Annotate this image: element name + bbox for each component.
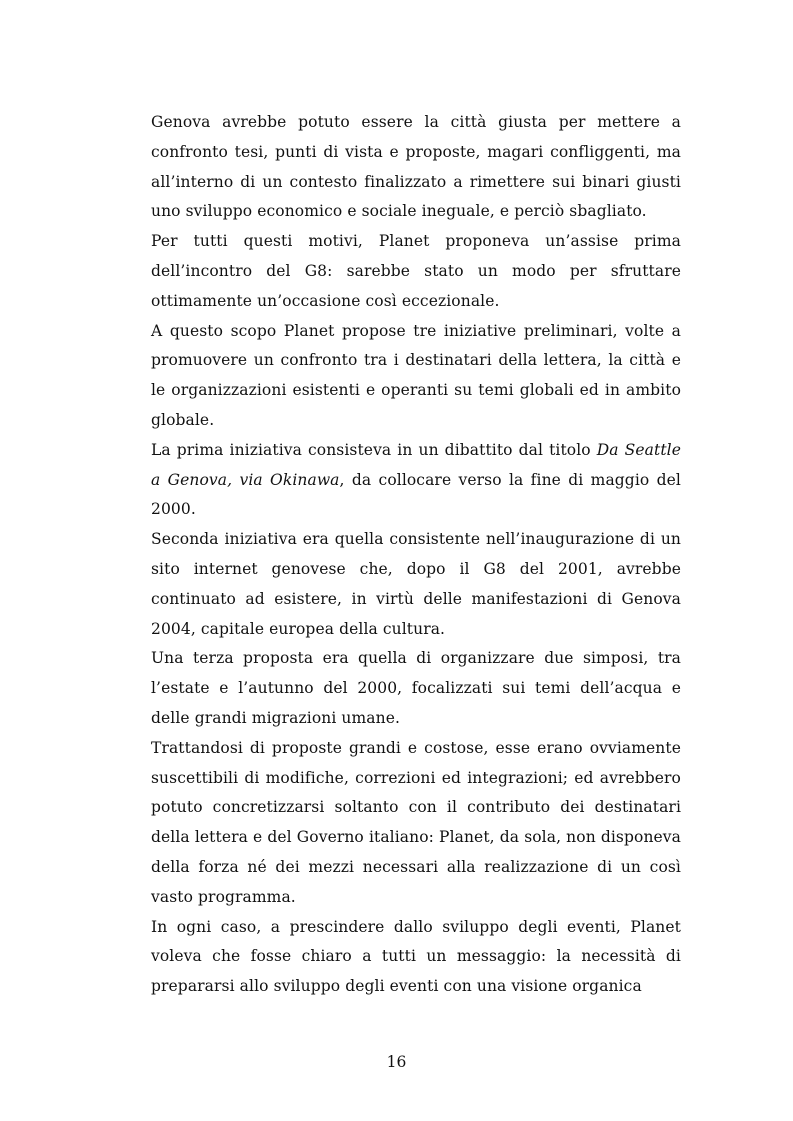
paragraph: [151, 913, 681, 1002]
page-number: 16: [386, 1053, 407, 1071]
paragraph: [151, 436, 681, 525]
paragraph-text: Trattandosi di proposte grandi e costose, esse erano ovviamente suscettibili di modifiche, correzioni ed integrazioni; ed avrebbero potuto concretizzarsi soltanto con il contributo dei destinatari della lettera e del Governo italiano: Planet, da sola, non disponeva della forza né dei mezzi necessari alla realizzazione di un così vasto programma.: [151, 738, 681, 906]
paragraph: [151, 108, 681, 227]
paragraph: [151, 644, 681, 733]
paragraph: [151, 525, 681, 644]
paragraph-text: Genova avrebbe potuto essere la città giusta per mettere a confronto tesi, punti di vista e proposte, magari confliggenti, ma all’interno di un contesto finalizzato a rimettere sui binari giusti uno sviluppo economico e sociale ineguale, e perciò sbagliato.: [151, 113, 681, 221]
paragraph-text: Seconda iniziativa era quella consistente nell’inaugurazione di un sito internet genovese che, dopo il G8 del 2001, avrebbe continuato ad esistere, in virtù delle manifestazioni di Genova 2004, capitale europea della cultura.: [151, 530, 681, 638]
paragraph: [151, 317, 681, 436]
paragraph: [151, 227, 681, 316]
italic-title: Da Seattle a Genova, via Okinawa: [151, 440, 681, 489]
body-text: [151, 108, 681, 1002]
paragraph-text: In ogni caso, a prescindere dallo sviluppo degli eventi, Planet voleva che fosse chiaro a tutti un messaggio: la necessità di prepararsi allo sviluppo degli eventi con una visione organica: [151, 917, 681, 996]
paragraph-text: La prima iniziativa consisteva in un dibattito dal titolo: [151, 440, 597, 459]
paragraph-text: Una terza proposta era quella di organizzare due simposi, tra l’estate e l’autunno del 2000, focalizzati sui temi dell’acqua e delle grandi migrazioni umane.: [151, 649, 681, 727]
paragraph-text: , da collocare verso la fine di maggio del 2000.: [151, 470, 681, 519]
paragraph: [151, 734, 681, 913]
paragraph-text: A questo scopo Planet propose tre iniziative preliminari, volte a promuovere un confronto tra i destinatari della lettera, la città e le organizzazioni esistenti e operanti su temi globali ed in ambito globale.: [151, 321, 681, 429]
paragraph-text: Per tutti questi motivi, Planet proponeva un’assise prima dell’incontro del G8: sarebbe stato un modo per sfruttare ottimamente un’occasione così eccezionale.: [151, 232, 681, 310]
